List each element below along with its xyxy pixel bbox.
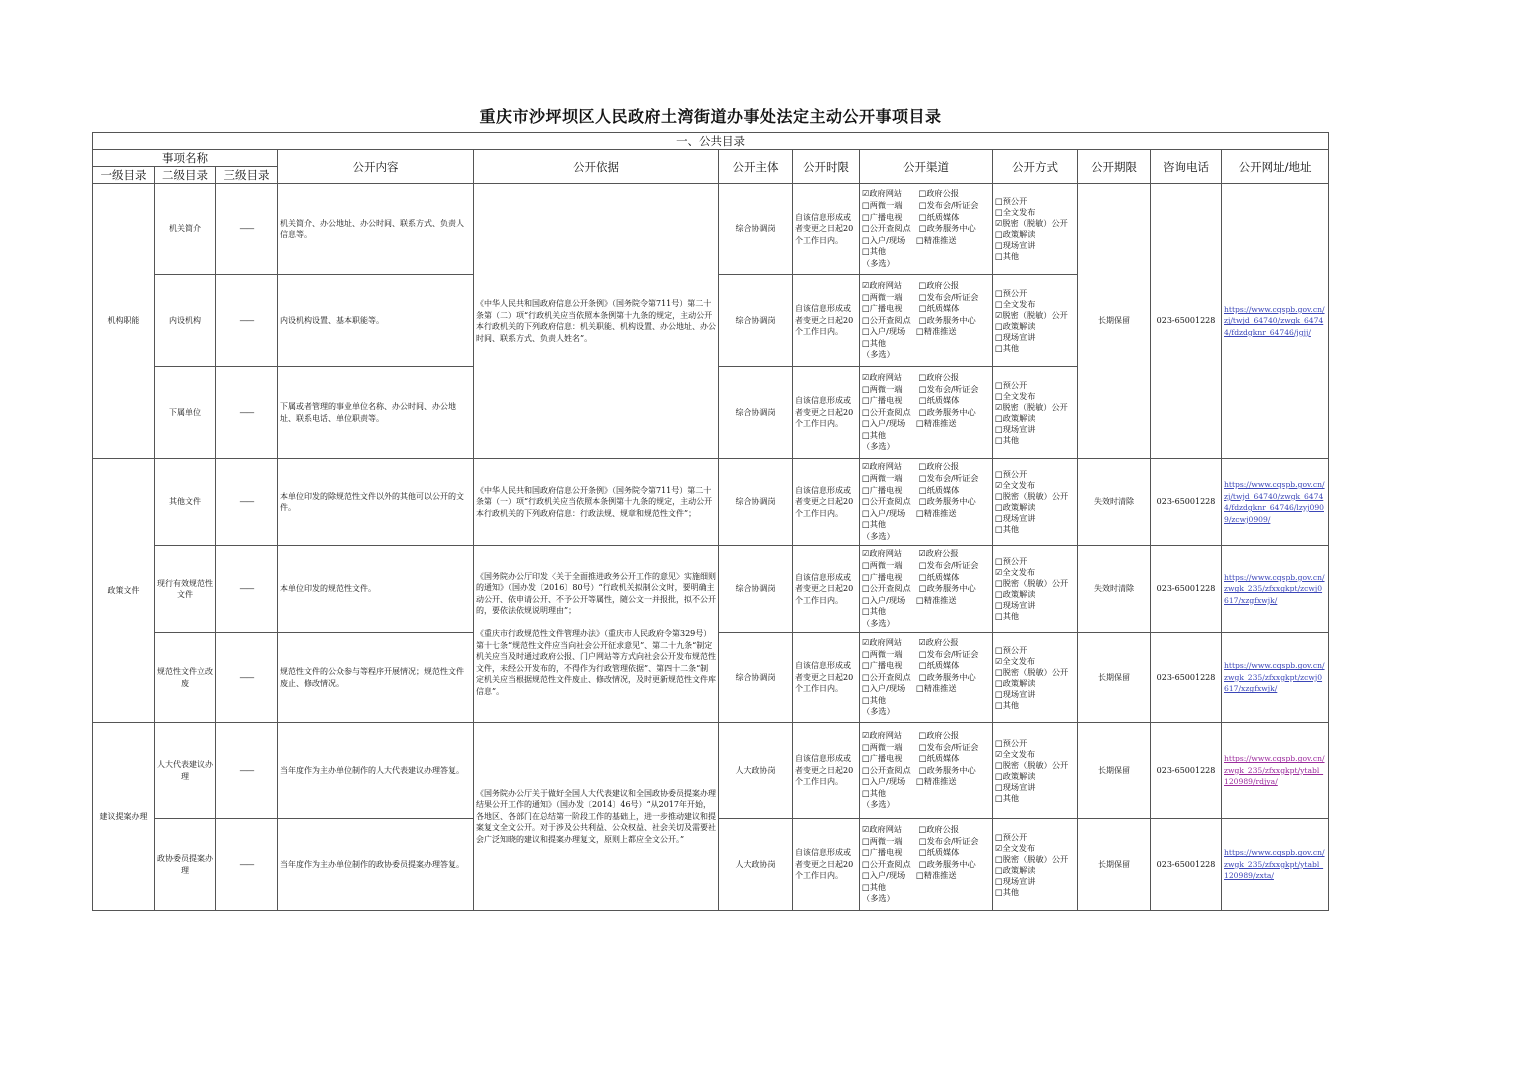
phone-cell: 023-65001228	[1151, 819, 1222, 911]
url-cell	[1222, 459, 1329, 546]
subject-cell: 综合协调岗	[719, 459, 793, 546]
content-cell: 本单位印发的规范性文件。	[278, 546, 474, 633]
table-row	[93, 723, 1329, 819]
url-link[interactable]: https://www.cqspb.gov.cn/zwgk_235/zfxxgkpt/ytabl_120989/zxta/	[1224, 848, 1325, 881]
level1-cell: 政策文件	[93, 459, 155, 723]
basis-cell: 《国务院办公厅关于做好全国人大代表建议和全国政协委员提案办理结果公开工作的通知》（国办发〔2014〕46号）“从2017年开始，各地区、各部门在总结第一阶段工作的基础上，进一步推动建议和提案复文全文公开。对于涉及公共利益、公众权益、社会关切及需要社会广泛知晓的建议和提案办理复文，原则上都应全文公开。”	[474, 723, 719, 911]
channel-cell: ☑政府网站 □政府公报 □两微一端 □发布会/听证会 □广播电视 □纸质媒体 □公开查阅点 □政务服务中心 □入户/现场 □精准推送 □其他 （多选）	[860, 459, 993, 546]
header-content: 公开内容	[278, 150, 474, 184]
phone-cell: 023-65001228	[1151, 184, 1222, 459]
header-channel: 公开渠道	[860, 150, 993, 184]
method-cell: □预公开 □全文发布 ☑脱密（脱敏）公开 □政策解读 □现场宣讲 □其他	[993, 367, 1078, 459]
page-title: 重庆市沙坪坝区人民政府土湾街道办事处法定主动公开事项目录	[479, 107, 942, 126]
subject-cell: 综合协调岗	[719, 546, 793, 633]
header-basis: 公开依据	[474, 150, 719, 184]
header-phone: 咨询电话	[1151, 150, 1222, 184]
url-cell	[1222, 633, 1329, 723]
subject-cell: 综合协调岗	[719, 633, 793, 723]
level3-cell: ——	[216, 367, 278, 459]
content-cell: 当年度作为主办单位制作的政协委员提案办理答复。	[278, 819, 474, 911]
period-cell: 失效时清除	[1078, 546, 1151, 633]
method-cell: □预公开 ☑全文发布 □脱密（脱敏）公开 □政策解读 □现场宣讲 □其他	[993, 633, 1078, 723]
time-limit-cell: 自该信息形成或者变更之日起20个工作日内。	[793, 819, 860, 911]
header-subject: 公开主体	[719, 150, 793, 184]
url-cell	[1222, 546, 1329, 633]
level2-cell: 下属单位	[155, 367, 216, 459]
basis-cell: 《国务院办公厅印发〈关于全面推进政务公开工作的意见〉实施细则的通知》（国办发〔2016〕80号）“行政机关拟制公文时，要明确主动公开、依申请公开、不予公开等属性，随公文一并报批，拟不公开的，要依法依规说明理由”； 《重庆市行政规范性文件管理办法》（重庆市人民政府令第329号）第十七条“规范性文件应当向社会公开征求意见”、第二十九条“制定机关应当及时通过政府公报、门户网站等方式向社会公开发布规范性文件，未经公开发布的，不得作为行政管理依据”、第四十二条“制定机关应当根据规范性文件废止、修改情况，及时更新规范性文件库信息”。	[474, 546, 719, 723]
level2-cell: 其他文件	[155, 459, 216, 546]
method-cell: □预公开 ☑全文发布 □脱密（脱敏）公开 □政策解读 □现场宣讲 □其他	[993, 546, 1078, 633]
level3-cell: ——	[216, 275, 278, 367]
header-level2: 二级目录	[155, 167, 216, 184]
subject-cell: 综合协调岗	[719, 367, 793, 459]
url-cell	[1222, 723, 1329, 819]
header-level1: 一级目录	[93, 167, 155, 184]
url-cell	[1222, 819, 1329, 911]
channel-cell: ☑政府网站 □政府公报 □两微一端 □发布会/听证会 □广播电视 □纸质媒体 □公开查阅点 □政务服务中心 □入户/现场 □精准推送 □其他 （多选）	[860, 184, 993, 275]
level2-cell: 现行有效规范性文件	[155, 546, 216, 633]
subject-cell: 人大政协岗	[719, 723, 793, 819]
level2-cell: 机关简介	[155, 184, 216, 275]
header-url: 公开网址/地址	[1222, 150, 1329, 184]
level2-cell: 政协委员提案办理	[155, 819, 216, 911]
url-link[interactable]: https://www.cqspb.gov.cn/zj/twjd_64740/zwgk_64744/fdzdgknr_64746/lzyj0909/zcwj0909/	[1224, 480, 1325, 524]
method-cell: □预公开 □全文发布 ☑脱密（脱敏）公开 □政策解读 □现场宣讲 □其他	[993, 184, 1078, 275]
period-cell: 长期保留	[1078, 633, 1151, 723]
time-limit-cell: 自该信息形成或者变更之日起20个工作日内。	[793, 723, 860, 819]
period-cell: 长期保留	[1078, 819, 1151, 911]
level2-cell: 内设机构	[155, 275, 216, 367]
level3-cell: ——	[216, 546, 278, 633]
channel-cell: ☑政府网站 ☑政府公报 □两微一端 □发布会/听证会 □广播电视 □纸质媒体 □公开查阅点 □政务服务中心 □入户/现场 □精准推送 □其他 （多选）	[860, 633, 993, 723]
basis-cell: 《中华人民共和国政府信息公开条例》（国务院令第711号）第二十条第（二）项“行政机关应当依照本条例第十九条的规定，主动公开本行政机关的下列政府信息：机关职能、机构设置、办公地址、办公时间、联系方式、负责人姓名”。	[474, 184, 719, 459]
content-cell: 本单位印发的除规范性文件以外的其他可以公开的文件。	[278, 459, 474, 546]
phone-cell: 023-65001228	[1151, 459, 1222, 546]
channel-cell: ☑政府网站 □政府公报 □两微一端 □发布会/听证会 □广播电视 □纸质媒体 □公开查阅点 □政务服务中心 □入户/现场 □精准推送 □其他 （多选）	[860, 367, 993, 459]
time-limit-cell: 自该信息形成或者变更之日起20个工作日内。	[793, 275, 860, 367]
subject-cell: 人大政协岗	[719, 819, 793, 911]
level3-cell: ——	[216, 723, 278, 819]
header-item-name: 事项名称	[93, 150, 278, 167]
table-row	[93, 184, 1329, 275]
table-row	[93, 546, 1329, 633]
time-limit-cell: 自该信息形成或者变更之日起20个工作日内。	[793, 633, 860, 723]
channel-cell: ☑政府网站 □政府公报 □两微一端 □发布会/听证会 □广播电视 □纸质媒体 □公开查阅点 □政务服务中心 □入户/现场 □精准推送 □其他 （多选）	[860, 275, 993, 367]
method-cell: □预公开 □全文发布 ☑脱密（脱敏）公开 □政策解读 □现场宣讲 □其他	[993, 275, 1078, 367]
disclosure-catalog-table	[92, 132, 1329, 911]
level3-cell: ——	[216, 184, 278, 275]
url-link[interactable]: https://www.cqspb.gov.cn/zwgk_235/zfxxgkpt/zcwj0617/xzgfxwjk/	[1224, 661, 1325, 694]
phone-cell: 023-65001228	[1151, 633, 1222, 723]
subject-cell: 综合协调岗	[719, 184, 793, 275]
url-cell	[1222, 184, 1329, 459]
content-cell: 内设机构设置、基本职能等。	[278, 275, 474, 367]
time-limit-cell: 自该信息形成或者变更之日起20个工作日内。	[793, 546, 860, 633]
header-period: 公开期限	[1078, 150, 1151, 184]
table-row	[93, 459, 1329, 546]
time-limit-cell: 自该信息形成或者变更之日起20个工作日内。	[793, 367, 860, 459]
url-link[interactable]: https://www.cqspb.gov.cn/zwgk_235/zfxxgkpt/zcwj0617/xzgfxwjk/	[1224, 572, 1325, 605]
method-cell: □预公开 ☑全文发布 □脱密（脱敏）公开 □政策解读 □现场宣讲 □其他	[993, 459, 1078, 546]
channel-cell: ☑政府网站 □政府公报 □两微一端 □发布会/听证会 □广播电视 □纸质媒体 □公开查阅点 □政务服务中心 □入户/现场 □精准推送 □其他 （多选）	[860, 723, 993, 819]
level2-cell: 规范性文件立改废	[155, 633, 216, 723]
level1-cell: 机构职能	[93, 184, 155, 459]
section-title: 一、公共目录	[93, 133, 1329, 150]
period-cell: 长期保留	[1078, 184, 1151, 459]
method-cell: □预公开 ☑全文发布 □脱密（脱敏）公开 □政策解读 □现场宣讲 □其他	[993, 723, 1078, 819]
content-cell: 规范性文件的公众参与等程序开展情况；规范性文件废止、修改情况。	[278, 633, 474, 723]
time-limit-cell: 自该信息形成或者变更之日起20个工作日内。	[793, 459, 860, 546]
method-cell: □预公开 ☑全文发布 □脱密（脱敏）公开 □政策解读 □现场宣讲 □其他	[993, 819, 1078, 911]
level3-cell: ——	[216, 819, 278, 911]
level3-cell: ——	[216, 633, 278, 723]
level2-cell: 人大代表建议办理	[155, 723, 216, 819]
content-cell: 下属或者管理的事业单位名称、办公时间、办公地址、联系电话、单位职责等。	[278, 367, 474, 459]
period-cell: 失效时清除	[1078, 459, 1151, 546]
header-method: 公开方式	[993, 150, 1078, 184]
channel-cell: ☑政府网站 ☑政府公报 □两微一端 □发布会/听证会 □广播电视 □纸质媒体 □公开查阅点 □政务服务中心 □入户/现场 □精准推送 □其他 （多选）	[860, 546, 993, 633]
content-cell: 当年度作为主办单位制作的人大代表建议办理答复。	[278, 723, 474, 819]
channel-cell: ☑政府网站 □政府公报 □两微一端 □发布会/听证会 □广播电视 □纸质媒体 □公开查阅点 □政务服务中心 □入户/现场 □精准推送 □其他 （多选）	[860, 819, 993, 911]
subject-cell: 综合协调岗	[719, 275, 793, 367]
level3-cell: ——	[216, 459, 278, 546]
basis-cell: 《中华人民共和国政府信息公开条例》（国务院令第711号）第二十条第（一）项“行政机关应当依照本条例第十九条的规定，主动公开本行政机关的下列政府信息：行政法规、规章和规范性文件”；	[474, 459, 719, 546]
phone-cell: 023-65001228	[1151, 723, 1222, 819]
period-cell: 长期保留	[1078, 723, 1151, 819]
level1-cell: 建议提案办理	[93, 723, 155, 911]
time-limit-cell: 自该信息形成或者变更之日起20个工作日内。	[793, 184, 860, 275]
content-cell: 机关简介、办公地址、办公时间、联系方式、负责人信息等。	[278, 184, 474, 275]
url-link[interactable]: https://www.cqspb.gov.cn/zj/twjd_64740/zwgk_64744/fdzdgknr_64746/jgjj/	[1224, 304, 1325, 337]
header-level3: 三级目录	[216, 167, 278, 184]
phone-cell: 023-65001228	[1151, 546, 1222, 633]
header-time-limit: 公开时限	[793, 150, 860, 184]
url-link[interactable]: https://www.cqspb.gov.cn/zwgk_235/zfxxgkpt/ytabl_120989/rdjya/	[1224, 754, 1325, 787]
